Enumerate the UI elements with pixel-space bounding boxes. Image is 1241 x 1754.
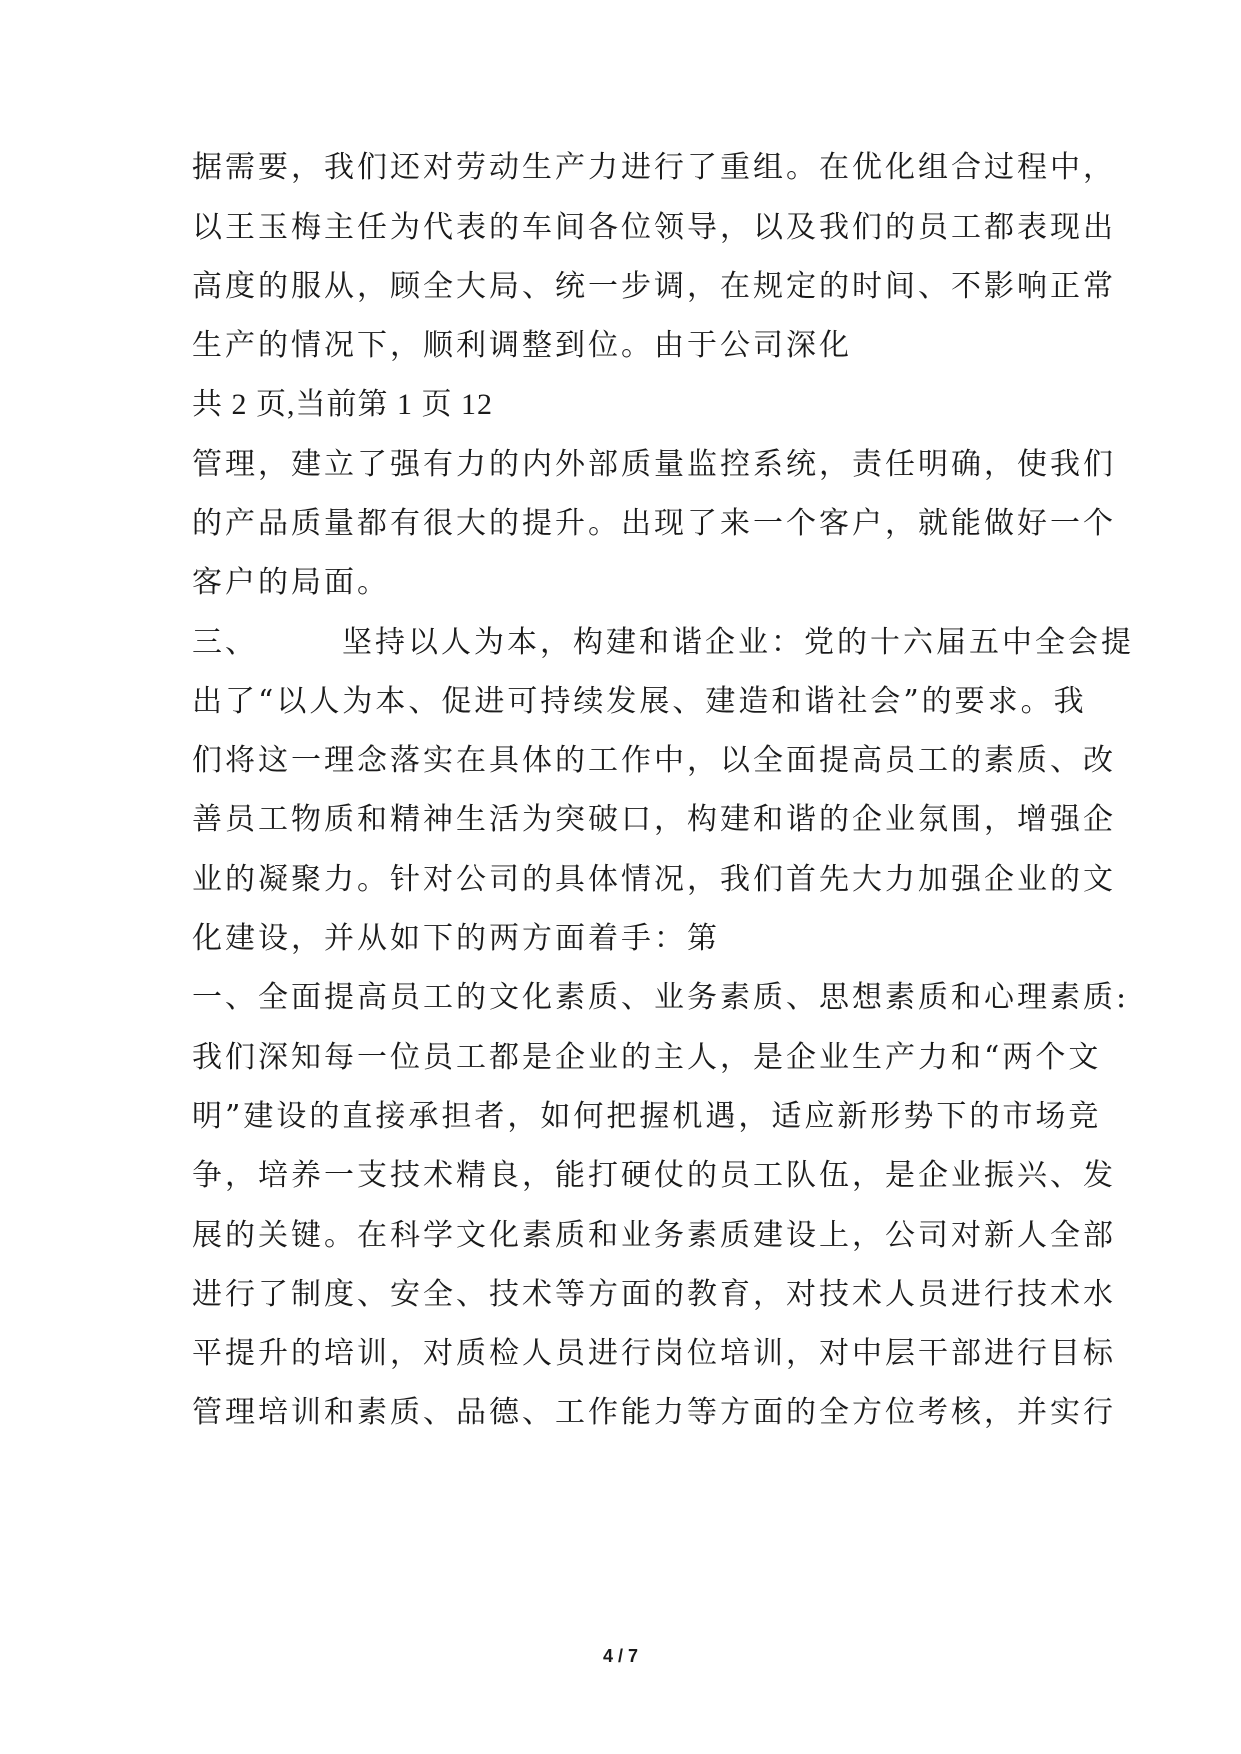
page-number: 4 / 7 [602, 1646, 639, 1666]
page-count-note: 共 2 页,当前第 1 页 12 [192, 388, 493, 421]
body-text-line: 们将这一理念落实在具体的工作中，以全面提高员工的素质、改 [192, 743, 1116, 778]
body-text-line: 化建设，并从如下的两方面着手：第 [192, 921, 720, 956]
body-text-line: 出了“以人为本、促进可持续发展、建造和谐社会”的要求。我 [192, 684, 1087, 719]
body-text-line: 的产品质量都有很大的提升。出现了来一个客户，就能做好一个 [192, 506, 1116, 541]
body-text-line: 争，培养一支技术精良，能打硬仗的员工队伍，是企业振兴、发 [192, 1158, 1116, 1193]
body-text-line: 据需要，我们还对劳动生产力进行了重组。在优化组合过程中， [192, 150, 1116, 185]
section-heading-text: 坚持以人为本，构建和谐企业：党的十六届五中全会提 [342, 625, 1134, 660]
body-text-line: 管理培训和素质、品德、工作能力等方面的全方位考核，并实行 [192, 1395, 1116, 1430]
body-text-line: 高度的服从，顾全大局、统一步调，在规定的时间、不影响正常 [192, 269, 1116, 304]
body-text-line: 客户的局面。 [192, 565, 390, 600]
body-text-line: 展的关键。在科学文化素质和业务素质建设上，公司对新人全部 [192, 1218, 1116, 1253]
body-text-line: 平提升的培训，对质检人员进行岗位培训，对中层干部进行目标 [192, 1336, 1116, 1371]
body-text-line: 一、全面提高员工的文化素质、业务素质、思想素质和心理素质: [192, 980, 1130, 1015]
body-text-line: 生产的情况下，顺利调整到位。由于公司深化 [192, 328, 852, 363]
section-heading-line [192, 618, 1134, 668]
body-text-line: 以王玉梅主任为代表的车间各位领导，以及我们的员工都表现出 [192, 210, 1116, 245]
body-text-line: 我们深知每一位员工都是企业的主人，是企业生产力和“两个文 [192, 1040, 1102, 1075]
body-text-line: 业的凝聚力。针对公司的具体情况，我们首先大力加强企业的文 [192, 862, 1116, 897]
body-text-line: 管理，建立了强有力的内外部质量监控系统，责任明确，使我们 [192, 447, 1116, 482]
body-text-line: 善员工物质和精神生活为突破口，构建和谐的企业氛围，增强企 [192, 802, 1116, 837]
body-text-line: 明”建设的直接承担者，如何把握机遇，适应新形势下的市场竞 [192, 1099, 1102, 1134]
section-marker: 三、 [192, 625, 258, 660]
body-text-line: 进行了制度、安全、技术等方面的教育，对技术人员进行技术水 [192, 1277, 1116, 1312]
